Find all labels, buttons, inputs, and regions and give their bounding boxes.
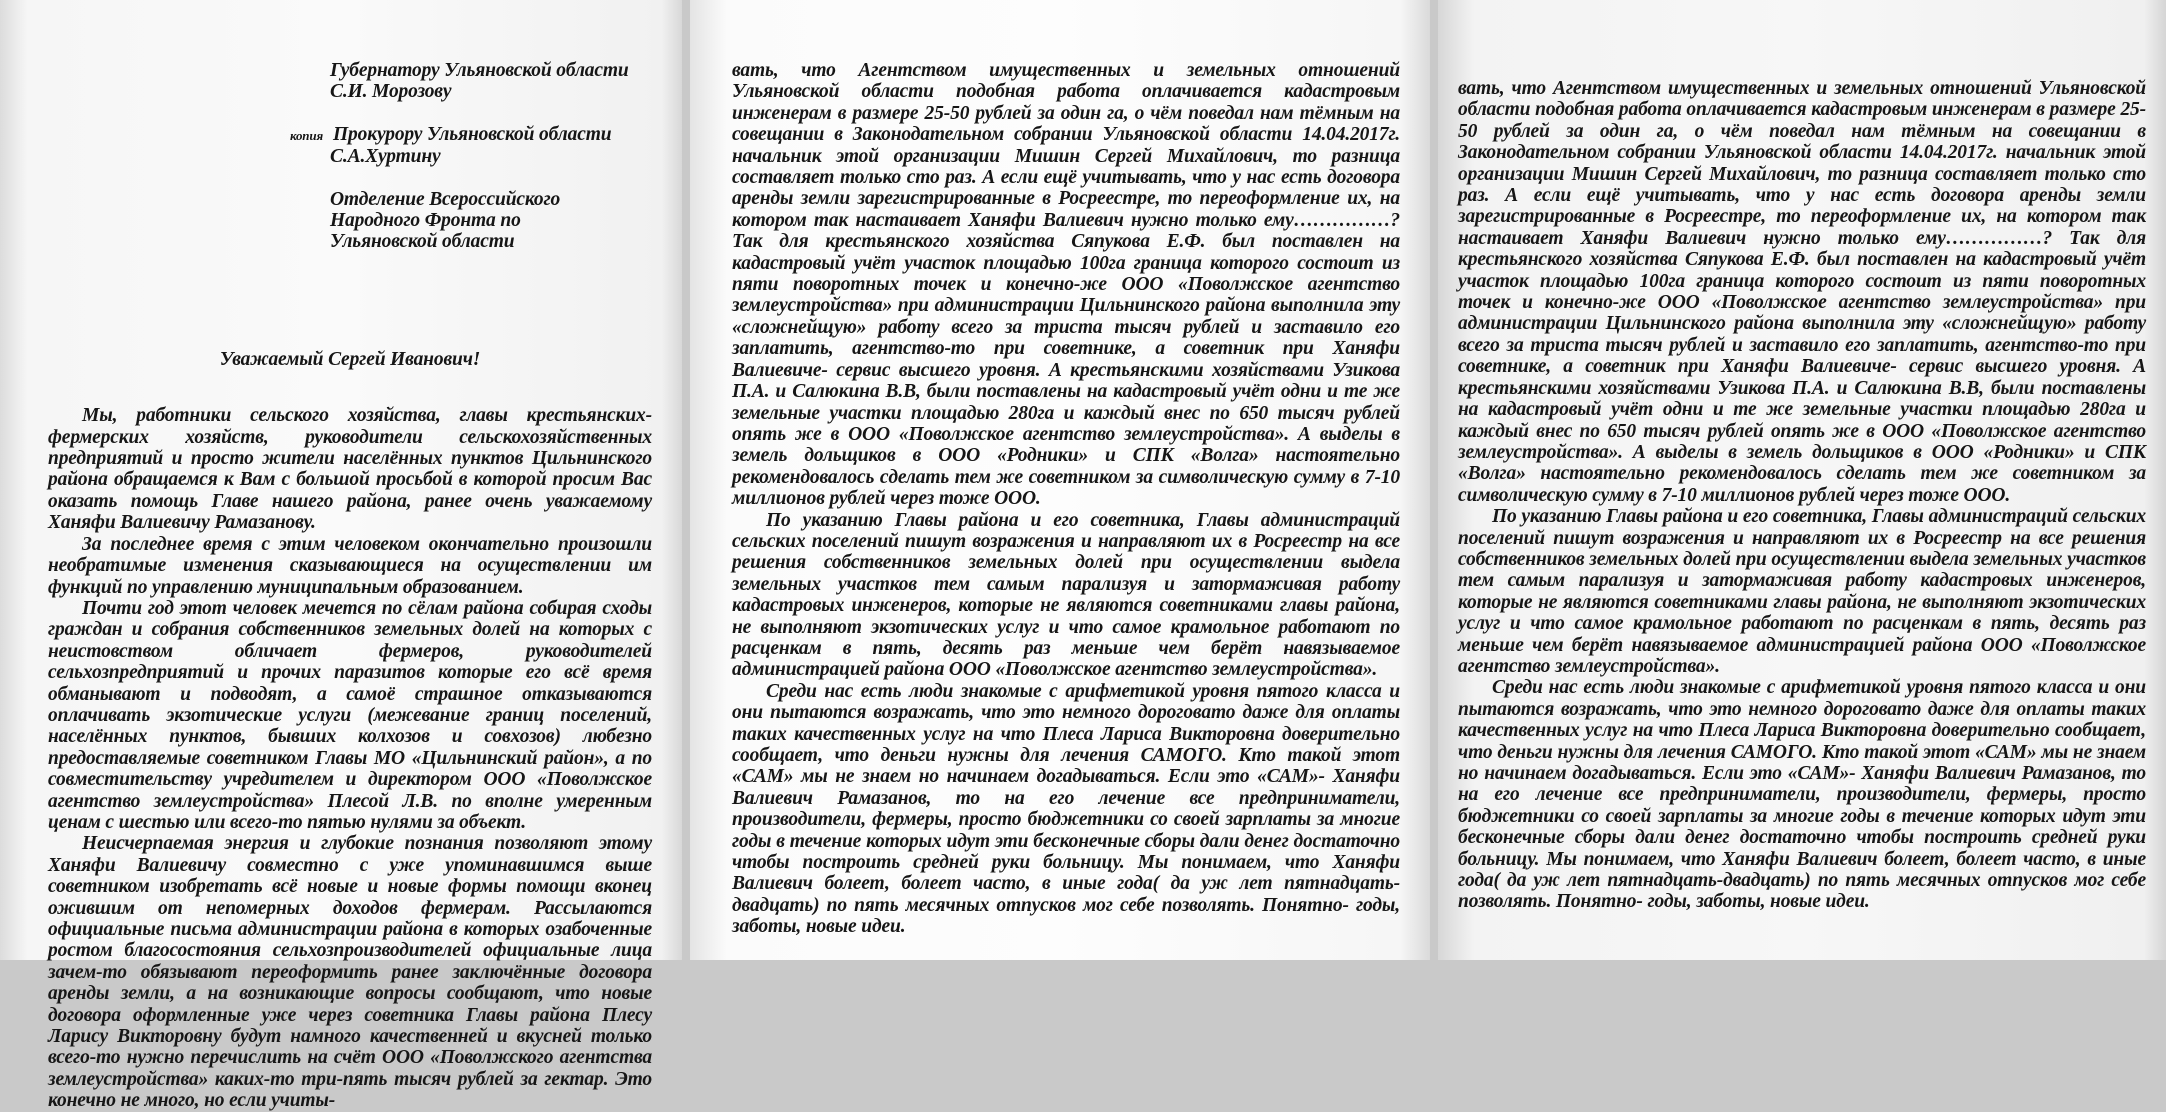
document-page-2 xyxy=(690,0,1430,960)
addressee-block xyxy=(290,60,652,253)
body-paragraph: Среди нас есть люди знакомые с арифметикой уровня пятого класса и они пытаются возражать, что это немного дороговато даже для оплаты таких качественных услуг на что Плеса Лариса Викторовна доверительно сообщает, что деньги нужны для лечения САМОГО. Кто такой этот «САМ» мы не знаем но начинаем догадываться. Если это «САМ»- Ханяфи Валиевич Рамазанов, то на его лечение все предприниматели, производители, фермеры, просто бюджетники со своей зарплаты за многие годы в течение которых идут эти бесконечные сборы дали денег достаточно чтобы построить средней руки больницу. Мы понимаем, что Ханяфи Валиевич болеет, болеет часто, в иные года( да уж лет пятнадцать-двадцать) по пять месячных отпусков мог себе позволять. Понятно- годы, заботы, новые идеи. xyxy=(732,680,1400,938)
body-paragraph: Среди нас есть люди знакомые с арифметикой уровня пятого класса и они пытаются возражать, что это немного дороговато даже для оплаты таких качественных услуг на что Плеса Лариса Викторовна доверительно сообщает, что деньги нужны для лечения САМОГО. Кто такой этот «САМ» мы не знаем но начинаем догадываться. Если это «САМ»- Ханяфи Валиевич Рамазанов, то на его лечение все предприниматели, производители, фермеры, просто бюджетники со своей зарплаты за многие годы в течение которых идут эти бесконечные сборы дали денег достаточно чтобы построить средней руки больницу. Мы понимаем, что Ханяфи Валиевич болеет, болеет часто, в иные года( да уж лет пятнадцать-двадцать) по пять месячных отпусков мог себе позволять. Понятно- годы, заботы, новые идеи. xyxy=(1458,677,2146,913)
document-page-1 xyxy=(0,0,682,1112)
body-paragraph: По указанию Главы района и его советника, Главы администраций сельских поселений пишут возражения и направляют их в Росреестр на все решения собственников земельных долей при осуществлении выдела земельных участков тем самым парализуя и затормаживая работу кадастровых инженеров, которые не являются советниками главы района, не выполняют экзотических услуг и что самое крамольное работают по расценкам в пять, десять раз меньше чем берёт навязываемое администрацией района ООО «Поволжское агентство землеустройства». xyxy=(732,509,1400,681)
body-paragraph: вать, что Агентством имущественных и земельных отношений Ульяновской области подобная работа оплачивается кадастровым инженерам в размере 25-50 рублей за один га, о чём поведал нам тёмным на совещании в Законодательном собрании Ульяновской области 14.04.2017г. начальник этой организации Мишин Сергей Михайлович, то разница составляет только сто раз. А если ещё учитывать, что у нас есть договора аренды земли зарегистрированные в Росреестре, то переоформление их, на котором так настаивает Ханяфи Валиевич нужно только ему……………? Так для крестьянского хозяйства Сяпукова Е.Ф. был поставлен на кадастровый учёт участок площадью 100га граница которого состоит из пяти поворотных точек и конечно-же ООО «Поволжское агентство землеустройства» при администрации Цильнинского района выполнила эту «сложнейщую» работу всего за триста тысяч рублей и заставило его заплатить, агентство-то при советнике, а советник при Ханяфи Валиевиче- сервис высшего уровня. А крестьянскими хозяйствами Узикова П.А. и Салюкина В.В, были поставлены на кадастровый учёт одни и те же земельные участки площадью 280га и каждый внес по 650 тысяч рублей опять же в ООО «Поволжское агентство землеустройства». А выделы в земель дольщиков в ООО «Родники» и СПК «Волга» настоятельно рекомендовалось сделать тем же советником за символическую сумму в 7-10 миллионов рублей через тоже ООО. xyxy=(1458,78,2146,506)
body-paragraph: Мы, работники сельского хозяйства, главы крестьянских-фермерских хозяйств, руководители сельскохозяйственных предприятий и просто жители населённых пунктов Цильнинского района обращаемся к Вам с большой просьбой в которой просим Вас оказать помощь Главе нашего района, ранее очень уважаемому Ханяфи Валиевичу Рамазанову. xyxy=(48,405,652,534)
addressee-prosecutor-name: С.А.Хуртину xyxy=(330,146,441,168)
body-paragraph: По указанию Главы района и его советника, Главы администраций сельских поселений пишут возражения и направляют их в Росреестр на все решения собственников земельных долей при осуществлении выдела земельных участков тем самым парализуя и затормаживая работу кадастровых инженеров, которые не являются советниками главы района, не выполняют экзотических услуг и что самое крамольное работают по расценкам в пять, десять раз меньше чем берёт навязываемое администрацией района ООО «Поволжское агентство землеустройства». xyxy=(1458,506,2146,677)
addressee-governor-title: Губернатору Ульяновской области xyxy=(330,60,629,81)
copy-label: копия xyxy=(290,127,324,143)
body-paragraph: Неисчерпаемая энергия и глубокие познания позволяют этому Ханяфи Валиевичу совместно с уже упоминавшимся выше советником изобретать всё новые и новые формы помощи вконец ожившим от непомерных доходов фермерам. Рассылаются официальные письма администрации района в которых озабоченные ростом благосостояния сельхозпроизводителей официальные лица зачем-то обязывают переоформить ранее заключённые договора аренды земли, а на возникающие вопросы сообщают, что новые договора оформленные уже через советника Главы района Плесу Ларису Викторовну будут намного качественней и вкусней только всего-то нужно перечислить на счёт ООО «Поволжского агентства землеустройства» каких-то три-пять тысяч рублей за гектар. Это конечно не много, но если учиты- xyxy=(48,833,652,1112)
addressee-governor-name: С.И. Морозову xyxy=(330,81,452,103)
addressee-onf-line3: Ульяновской области xyxy=(330,231,515,253)
body-paragraph: За последнее время с этим человеком окончательно произошли необратимые изменения сказывающиеся на осуществлении им функций по управлению муниципальным образованием. xyxy=(48,533,652,598)
addressee-prosecutor-title xyxy=(290,123,652,146)
addressee-onf-line1: Отделение Всероссийского xyxy=(330,188,561,210)
body-paragraph: Почти год этот человек мечется по сёлам района собирая сходы граждан и собрания собственников земельных долей на которых с неистовством обличает фермеров, руководителей сельхозпредприятий и прочих паразитов которые его всё время обманывают и подводят, а самоё страшное отказываются оплачивать экзотические услуги (межевание границ поселений, населённых пунктов, бывших колхозов и совхозов) любезно предоставляемые советником Главы МО «Цильнинский район», а по совместительству учредителем и директором ООО «Поволжское агентство землеустройства» Плесой Л.В. по вполне умеренным ценам с шестью или всего-то пятью нулями за объект. xyxy=(48,597,652,833)
addressee-prosecutor-title-text: Прокурору Ульяновской области xyxy=(333,123,612,145)
addressee-onf-line2: Народного Фронта по xyxy=(330,210,521,232)
document-page-3 xyxy=(1438,0,2166,960)
salutation: Уважаемый Сергей Иванович! xyxy=(219,348,481,370)
body-paragraph: вать, что Агентством имущественных и земельных отношений Ульяновской области подобная работа оплачивается кадастровым инженерам в размере 25-50 рублей за один га, о чём поведал нам тёмным на совещании в Законодательном собрании Ульяновской области 14.04.2017г. начальник этой организации Мишин Сергей Михайлович, то разница составляет только сто раз. А если ещё учитывать, что у нас есть договора аренды земли зарегистрированные в Росреестре, то переоформление их, на котором так настаивает Ханяфи Валиевич нужно только ему……………? Так для крестьянского хозяйства Сяпукова Е.Ф. был поставлен на кадастровый учёт участок площадью 100га граница которого состоит из пяти поворотных точек и конечно-же ООО «Поволжское агентство землеустройства» при администрации Цильнинского района выполнила эту «сложнейщую» работу всего за триста тысяч рублей и заставило его заплатить, агентство-то при советнике, а советник при Ханяфи Валиевиче- сервис высшего уровня. А крестьянскими хозяйствами Узикова П.А. и Салюкина В.В, были поставлены на кадастровый учёт одни и те же земельные участки площадью 280га и каждый внес по 650 тысяч рублей опять же в ООО «Поволжское агентство землеустройства». А выделы в земель дольщиков в ООО «Родники» и СПК «Волга» настоятельно рекомендовалось сделать тем же советником за символическую сумму в 7-10 миллионов рублей через тоже ООО. xyxy=(732,60,1400,510)
